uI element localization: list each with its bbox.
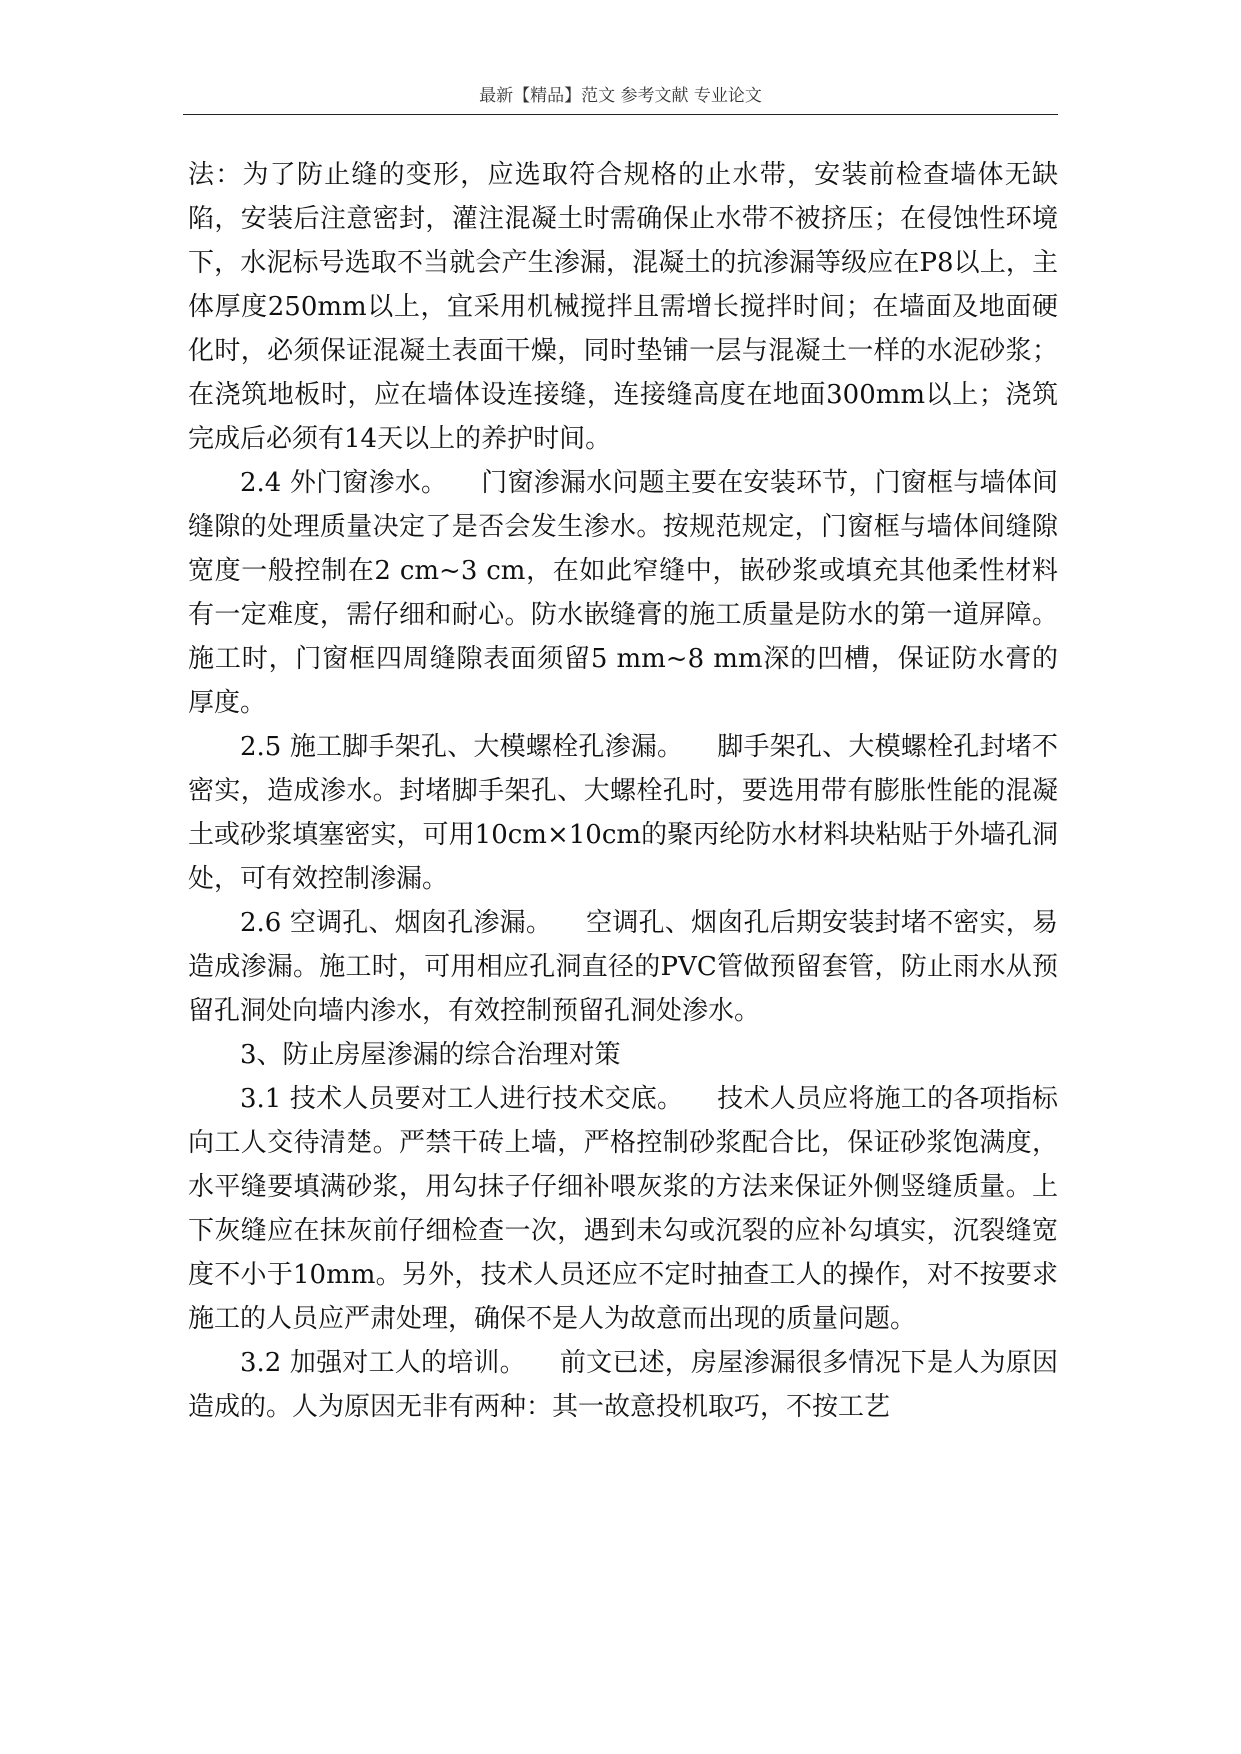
paragraph-text: 法：为了防止缝的变形，应选取符合规格的止水带，安装前检查墙体无缺陷，安装后注意密封，灌注混凝土时需确保止水带不被挤压；在侵蚀性环境下，水泥标号选取不当就会产生渗漏，混凝土的抗渗漏等级应在P8以上，主体厚度250mm以上，宜采用机械搅拌且需增长搅拌时间；在墙面及地面硬化时，必须保证混凝土表面干燥，同时垫铺一层与混凝土一样的水泥砂浆；在浇筑地板时，应在墙体设连接缝，连接缝高度在地面300mm以上；浇筑完成后必须有14天以上的养护时间。 (188, 160, 1058, 454)
paragraph-text: 技术人员应将施工的各项指标向工人交待清楚。严禁干砖上墙，严格控制砂浆配合比，保证砂浆饱满度，水平缝要填满砂浆，用勾抹子仔细补喂灰浆的方法来保证外侧竖缝质量。上下灰缝应在抹灰前仔细检查一次，遇到未勾或沉裂的应补勾填实，沉裂缝宽度不小于10mm。另外，技术人员还应不定时抽查工人的操作，对不按要求施工的人员应严肃处理，确保不是人为故意而出现的质量问题。 (188, 1084, 1058, 1334)
paragraph-text: 脚手架孔、大模螺栓孔封堵不密实，造成渗水。封堵脚手架孔、大螺栓孔时，要选用带有膨胀性能的混凝土或砂浆填塞密实，可用10cm×10cm的聚丙纶防水材料块粘贴于外墙孔洞处，可有效控制渗漏。 (188, 732, 1058, 894)
section-heading: 3.2 加强对工人的培训。 (240, 1348, 526, 1378)
paragraph-text: 空调孔、烟囱孔后期安装封堵不密实，易造成渗漏。施工时，可用相应孔洞直径的PVC管做预留套管，防止雨水从预留孔洞处向墙内渗水，有效控制预留孔洞处渗水。 (188, 908, 1058, 1026)
section-3-1-technical-briefing (188, 1077, 1058, 1341)
paragraph-text: 前文已述，房屋渗漏很多情况下是人为原因造成的。人为原因无非有两种：其一故意投机取巧，不按工艺 (188, 1348, 1058, 1422)
section-2-4-exterior-windows (188, 461, 1058, 725)
section-3-2-worker-training (188, 1341, 1058, 1429)
section-3-heading (188, 1033, 1058, 1077)
section-heading: 2.6 空调孔、烟囱孔渗漏。 (240, 908, 553, 938)
section-2-5-scaffold-holes (188, 725, 1058, 901)
document-body (188, 153, 1058, 1429)
page-header: 最新【精品】范文 参考文献 专业论文 (479, 86, 762, 106)
header-divider (183, 114, 1058, 115)
section-heading: 2.4 外门窗渗水。 (240, 468, 448, 498)
section-heading: 2.5 施工脚手架孔、大模螺栓孔渗漏。 (240, 732, 684, 762)
section-2-6-ac-chimney-holes (188, 901, 1058, 1033)
section-title: 3、防止房屋渗漏的综合治理对策 (240, 1040, 621, 1070)
paragraph-text: 门窗渗漏水问题主要在安装环节，门窗框与墙体间缝隙的处理质量决定了是否会发生渗水。按规范规定，门窗框与墙体间缝隙宽度一般控制在2 cm~3 cm，在如此窄缝中，嵌砂浆或填充其他柔性材料有一定难度，需仔细和耐心。防水嵌缝膏的施工质量是防水的第一道屏障。施工时，门窗框四周缝隙表面须留5 mm~8 mm深的凹槽，保证防水膏的厚度。 (188, 468, 1058, 718)
paragraph-continuation (188, 153, 1058, 461)
section-heading: 3.1 技术人员要对工人进行技术交底。 (240, 1084, 684, 1114)
